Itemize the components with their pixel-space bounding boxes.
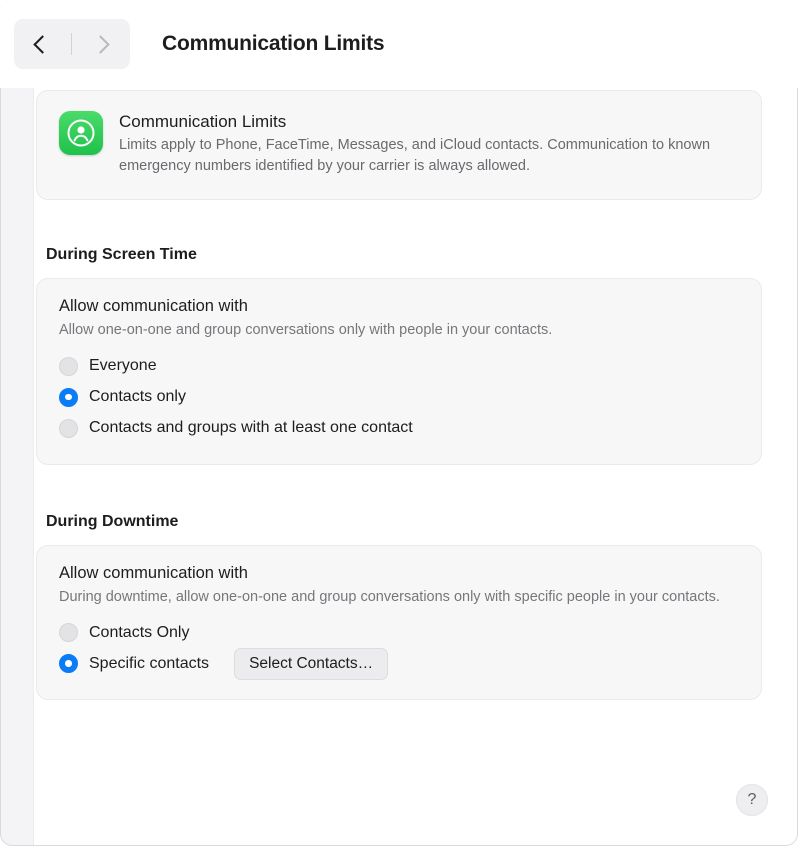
content-area: [0, 90, 798, 700]
communication-limits-banner: [36, 90, 762, 200]
page-title: Communication Limits: [162, 32, 385, 55]
group-subtitle-downtime: During downtime, allow one-on-one and group conversations only with specific people in your contacts.: [59, 588, 720, 605]
banner-text: [119, 111, 739, 177]
select-contacts-button[interactable]: Select Contacts…: [234, 648, 388, 680]
radio-option-contacts-and-groups[interactable]: [59, 413, 739, 444]
radio-label: Contacts and groups with at least one contact: [89, 419, 413, 437]
chevron-left-icon: [33, 35, 51, 53]
group-title-downtime: Allow communication with: [59, 563, 248, 582]
forward-button[interactable]: [72, 19, 129, 69]
navigation-controls: [14, 19, 130, 69]
help-button[interactable]: ?: [736, 784, 768, 816]
banner-description: Limits apply to Phone, FaceTime, Messages, and iCloud contacts. Communication to known emergency numbers identified by your carrier is always allowed.: [119, 137, 711, 175]
group-title-screen-time: Allow communication with: [59, 297, 248, 316]
toolbar: [0, 0, 798, 88]
radio-label: Everyone: [89, 357, 157, 375]
radio-option-everyone[interactable]: [59, 351, 739, 382]
screen-time-group: [36, 278, 762, 465]
radio-indicator-selected[interactable]: [59, 388, 78, 407]
radio-option-contacts-only-downtime[interactable]: [59, 617, 739, 648]
banner-title: Communication Limits: [119, 112, 287, 131]
chevron-right-icon: [91, 35, 109, 53]
back-button[interactable]: [14, 19, 71, 69]
group-subtitle-screen-time: Allow one-on-one and group conversations only with people in your contacts.: [59, 322, 553, 339]
section-heading-screen-time: During Screen Time: [46, 246, 197, 264]
radio-indicator-selected[interactable]: [59, 654, 78, 673]
downtime-group: [36, 545, 762, 701]
section-heading-downtime: During Downtime: [46, 512, 179, 530]
radio-indicator[interactable]: [59, 357, 78, 376]
sidebar-strip: [0, 0, 34, 846]
radio-label: Contacts only: [89, 388, 186, 406]
screen-time-contacts-icon: [59, 111, 103, 155]
radio-option-contacts-only[interactable]: [59, 382, 739, 413]
radio-option-specific-contacts[interactable]: [59, 648, 739, 679]
radio-label: Contacts Only: [89, 623, 190, 641]
radio-label: Specific contacts: [89, 654, 210, 672]
radio-indicator[interactable]: [59, 419, 78, 438]
radio-indicator[interactable]: [59, 623, 78, 642]
